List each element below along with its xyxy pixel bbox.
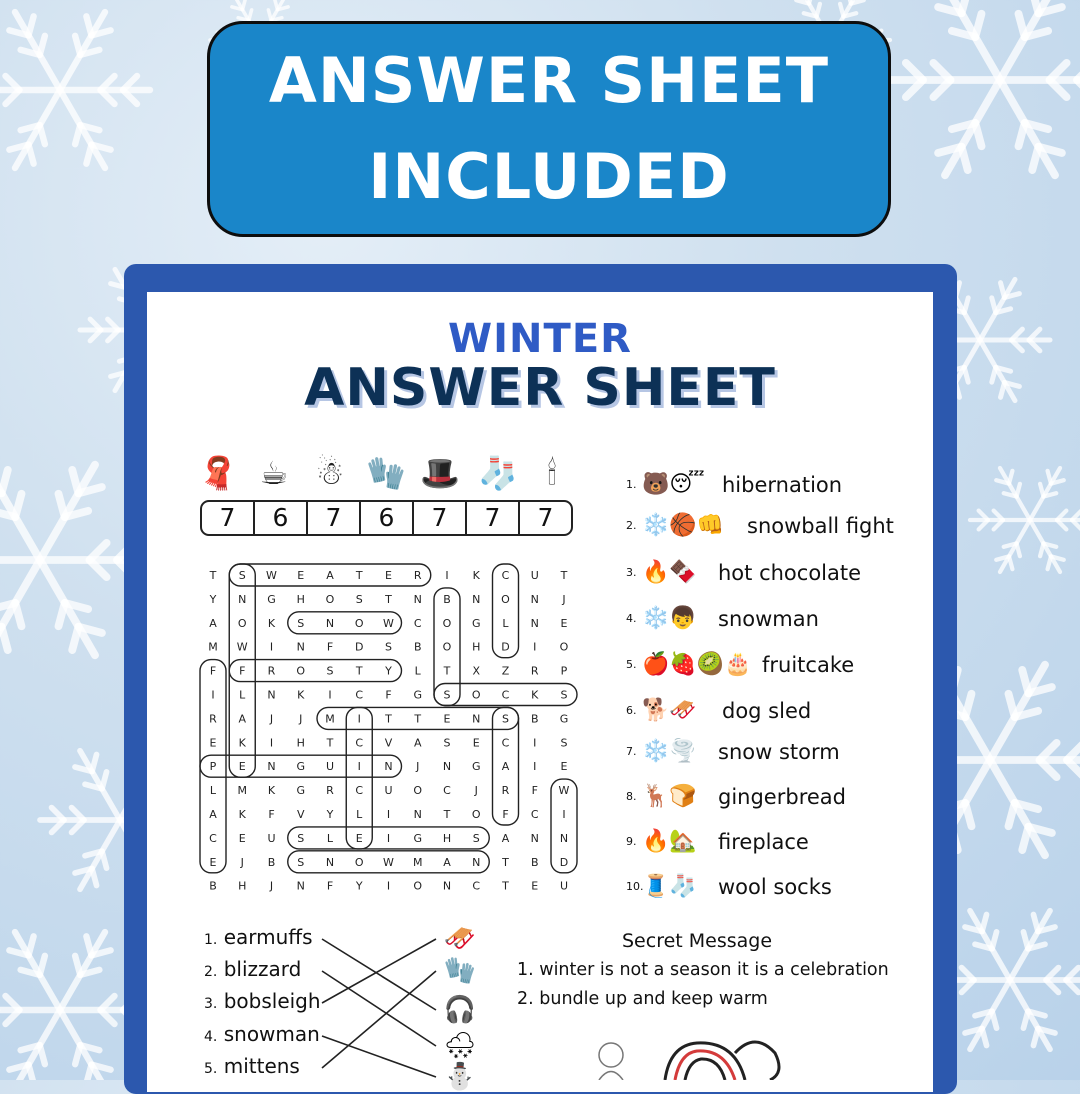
grid-letter: M — [237, 784, 247, 798]
grid-letter: N — [238, 592, 247, 606]
grid-letter: S — [443, 688, 451, 702]
grid-letter: E — [385, 569, 392, 582]
secret-message-line: 2. bundle up and keep warm — [517, 989, 768, 1009]
grid-letter: A — [501, 760, 510, 774]
emoji-clue: 7. ❄️🌪️ snow storm — [626, 739, 840, 764]
beanie-icon: 🎩 — [420, 454, 460, 492]
grid-letter: F — [326, 640, 334, 654]
grid-letter: I — [328, 688, 332, 702]
grid-letter: Z — [501, 664, 510, 678]
grid-letter: T — [502, 855, 509, 869]
emoji-clue: 2. ❄️🏀👊 snowball fight — [626, 513, 894, 538]
grid-letter: O — [413, 784, 423, 798]
grid-letter: S — [385, 640, 392, 654]
grid-letter: G — [296, 784, 306, 798]
grid-letter: N — [267, 760, 276, 774]
count-box: 7 — [537, 503, 554, 532]
sleigh-icon: 🛷 — [443, 924, 477, 954]
grid-letter: R — [326, 784, 334, 798]
grid-letter: O — [354, 616, 364, 630]
grid-letter: S — [472, 831, 480, 845]
grid-letter: H — [296, 592, 305, 606]
grid-letter: A — [326, 569, 334, 582]
grid-letter: J — [299, 712, 303, 726]
grid-letter: I — [533, 736, 537, 750]
grid-letter: C — [355, 688, 364, 702]
grid-letter: E — [355, 831, 363, 845]
grid-letter: O — [471, 808, 481, 821]
grid-letter: S — [443, 736, 451, 750]
grid-letter: A — [501, 831, 510, 845]
grid-letter: I — [562, 808, 566, 821]
grid-letter: U — [384, 784, 393, 798]
letter-count-boxes — [200, 500, 573, 536]
cocoa-mug-icon: ☕ — [259, 454, 289, 492]
count-box: 6 — [255, 502, 308, 534]
grid-letter: R — [267, 664, 276, 678]
grid-letter: K — [267, 784, 276, 798]
grid-letter: S — [297, 616, 305, 630]
grid-letter: N — [442, 879, 452, 893]
emoji-clue: 3. 🔥🍫 hot chocolate — [626, 560, 862, 585]
grid-letter: G — [559, 712, 569, 726]
grid-letter: F — [209, 664, 217, 678]
snowman-icon: ☃ — [315, 454, 345, 492]
grid-letter: C — [501, 736, 510, 750]
scarf-icon: 🧣 — [198, 454, 238, 492]
emoji-clue: 5. 🍎🍓🥝🎂 fruitcake — [626, 652, 855, 677]
grid-letter: E — [297, 569, 305, 582]
emoji-clue: 10. 🧵🧦 wool socks — [626, 874, 832, 899]
grid-letter: R — [501, 784, 510, 798]
grid-letter: T — [385, 592, 392, 606]
grid-letter: N — [325, 616, 335, 630]
grid-letter: Y — [326, 808, 334, 821]
mittens-icon: 🧤 — [366, 454, 406, 492]
grid-letter: O — [442, 616, 452, 630]
grid-letter: U — [559, 879, 569, 893]
grid-letter: I — [386, 808, 391, 821]
letter-count-icons — [196, 450, 574, 496]
grid-letter: N — [413, 592, 422, 606]
grid-letter: E — [238, 831, 246, 845]
grid-letter: L — [502, 616, 509, 630]
grid-letter: A — [209, 808, 217, 821]
grid-letter: W — [236, 640, 248, 654]
grid-letter: K — [267, 616, 276, 630]
grid-letter: B — [530, 712, 539, 726]
grid-letter: G — [413, 688, 423, 702]
grid-letter: I — [386, 831, 391, 845]
grid-letter: T — [326, 736, 334, 750]
earmuffs-icon: 🎧 — [443, 995, 477, 1025]
grid-letter: J — [474, 784, 478, 798]
matching-word: 3. bobsleigh — [204, 989, 321, 1013]
grid-letter: V — [384, 736, 393, 750]
grid-letter: N — [267, 688, 276, 702]
grid-letter: R — [209, 712, 217, 726]
grid-letter: C — [501, 569, 510, 582]
grid-letter: P — [560, 664, 568, 678]
grid-letter: A — [238, 712, 247, 726]
snowflake — [890, 0, 1080, 175]
grid-letter: O — [501, 592, 510, 606]
grid-letter: N — [325, 855, 335, 869]
candle-icon: 🕯 — [547, 454, 557, 492]
grid-letter: F — [268, 808, 275, 821]
grid-letter: K — [531, 688, 539, 702]
count-box: 6 — [361, 502, 414, 534]
grid-letter: C — [530, 808, 539, 821]
grid-letter: H — [442, 831, 452, 845]
grid-letter: T — [443, 664, 451, 678]
grid-letter: C — [472, 879, 481, 893]
grid-letter: E — [560, 760, 568, 774]
grid-letter: V — [296, 808, 305, 821]
grid-letter: K — [297, 688, 305, 702]
grid-letter: D — [355, 640, 364, 654]
grid-letter: L — [209, 784, 217, 798]
matching-word: 2. blizzard — [204, 957, 302, 981]
grid-letter: I — [269, 640, 274, 654]
grid-letter: S — [560, 688, 568, 702]
grid-letter: B — [267, 855, 276, 869]
count-box: 7 — [414, 502, 467, 534]
grid-letter: S — [502, 712, 509, 726]
stocking-icon: 🧦 — [478, 454, 518, 492]
emoji-clue: 6. 🐕🛷 dog sled — [626, 698, 812, 723]
grid-letter: J — [269, 879, 274, 893]
grid-letter: Y — [385, 664, 392, 678]
grid-letter: I — [269, 736, 274, 750]
grid-letter: N — [296, 879, 305, 893]
grid-letter: X — [472, 664, 481, 678]
grid-letter: M — [325, 712, 335, 726]
grid-letter: H — [472, 640, 481, 654]
grid-letter: W — [266, 569, 277, 582]
grid-letter: F — [326, 879, 334, 893]
grid-letter: F — [502, 808, 509, 821]
matching-word: 1. earmuffs — [204, 925, 313, 949]
grid-letter: F — [385, 688, 392, 702]
grid-letter: N — [442, 760, 452, 774]
grid-letter: N — [413, 808, 422, 821]
grid-letter: G — [267, 592, 276, 606]
grid-letter: A — [413, 736, 422, 750]
grid-letter: D — [559, 855, 569, 869]
grid-letter: W — [383, 616, 394, 630]
grid-letter: N — [296, 640, 305, 654]
grid-letter: W — [383, 855, 394, 869]
grid-letter: I — [533, 640, 537, 654]
grid-letter: I — [533, 760, 537, 774]
sheet-title-answer-sheet: ANSWER SHEET — [304, 358, 776, 418]
grid-letter: L — [239, 688, 246, 702]
grid-letter: I — [211, 688, 215, 702]
grid-letter: S — [355, 592, 363, 606]
grid-letter: R — [413, 569, 422, 582]
grid-letter: L — [356, 808, 363, 821]
grid-letter: T — [443, 808, 451, 821]
grid-letter: K — [238, 736, 246, 750]
emoji-clue: 1. 🐻😴 hibernation — [626, 472, 843, 497]
grid-letter: E — [209, 736, 217, 750]
grid-letter: E — [238, 760, 246, 774]
grid-letter: O — [471, 688, 481, 702]
grid-letter: N — [530, 616, 539, 630]
grid-letter: U — [530, 569, 539, 582]
grid-letter: S — [560, 736, 568, 750]
grid-letter: C — [501, 688, 510, 702]
grid-letter: T — [502, 879, 509, 893]
grid-letter: N — [530, 831, 539, 845]
grid-letter: S — [238, 569, 246, 582]
snowflake — [970, 468, 1080, 572]
grid-letter: I — [445, 569, 449, 582]
grid-letter: A — [443, 855, 451, 869]
grid-letter: G — [471, 616, 481, 630]
count-box: 7 — [308, 502, 361, 534]
grid-letter: C — [355, 784, 364, 798]
grid-letter: C — [443, 784, 451, 798]
grid-letter: T — [385, 712, 392, 726]
grid-letter: E — [443, 712, 451, 726]
grid-letter: T — [209, 569, 217, 582]
grid-letter: S — [326, 664, 334, 678]
grid-letter: G — [413, 831, 423, 845]
grid-letter: N — [472, 712, 481, 726]
grid-letter: D — [501, 640, 510, 654]
count-box: 7 — [202, 502, 255, 534]
grid-letter: F — [531, 784, 538, 798]
grid-letter: O — [237, 616, 247, 630]
grid-letter: B — [209, 879, 217, 893]
grid-letter: R — [530, 664, 539, 678]
banner-line-1: ANSWER SHEET — [268, 44, 830, 117]
grid-letter: Y — [355, 879, 363, 893]
grid-letter: G — [296, 760, 306, 774]
grid-letter: E — [209, 855, 217, 869]
grid-letter: J — [416, 760, 420, 774]
grid-letter: E — [472, 736, 480, 750]
grid-letter: O — [296, 664, 306, 678]
grid-letter: J — [269, 712, 274, 726]
blizzard-icon: 🌨 — [443, 1031, 477, 1061]
grid-letter: J — [240, 855, 244, 869]
grid-letter: K — [472, 569, 480, 582]
grid-letter: N — [530, 592, 539, 606]
grid-letter: O — [354, 855, 364, 869]
secret-message-line: 1. winter is not a season it is a celebration — [517, 960, 889, 980]
grid-letter: T — [560, 569, 568, 582]
grid-letter: L — [326, 831, 334, 845]
secret-message-title: Secret Message — [622, 930, 773, 952]
grid-letter: T — [355, 664, 363, 678]
banner-line-2: INCLUDED — [368, 140, 730, 213]
grid-letter: G — [471, 760, 481, 774]
grid-letter: N — [384, 760, 393, 774]
count-box: 7 — [467, 502, 520, 534]
grid-letter: U — [267, 831, 276, 845]
snowman-icon: ⛄ — [443, 1062, 477, 1092]
emoji-clue: 9. 🔥🏡 fireplace — [626, 829, 809, 854]
grid-letter: I — [357, 712, 361, 726]
grid-letter: F — [239, 664, 246, 678]
grid-letter: B — [443, 592, 451, 606]
grid-letter: B — [413, 640, 422, 654]
grid-letter: O — [559, 640, 569, 654]
snowflake — [0, 12, 150, 168]
matching-word: 4. snowman — [204, 1022, 320, 1046]
grid-letter: M — [413, 855, 423, 869]
emoji-clue: 8. 🦌🍞 gingerbread — [626, 784, 846, 809]
grid-letter: M — [208, 640, 218, 654]
grid-letter: O — [442, 640, 452, 654]
grid-letter: P — [209, 760, 217, 774]
grid-letter: O — [325, 592, 335, 606]
grid-letter: U — [325, 760, 335, 774]
grid-letter: L — [414, 664, 421, 678]
grid-letter: Y — [209, 592, 217, 606]
grid-letter: J — [562, 592, 566, 606]
grid-letter: A — [209, 616, 217, 630]
answer-sheet-banner — [207, 21, 891, 237]
grid-letter: T — [355, 569, 363, 582]
grid-letter: E — [531, 879, 539, 893]
grid-letter: I — [386, 879, 391, 893]
matching-word: 5. mittens — [204, 1054, 300, 1078]
sheet-title-winter: WINTER — [448, 316, 632, 362]
grid-letter: S — [297, 855, 305, 869]
grid-letter: N — [559, 831, 569, 845]
grid-letter: E — [560, 616, 568, 630]
grid-letter: T — [414, 712, 422, 726]
grid-letter: I — [357, 760, 361, 774]
grid-letter: H — [296, 736, 305, 750]
grid-letter: B — [530, 855, 539, 869]
grid-letter: C — [413, 616, 422, 630]
grid-letter: K — [238, 808, 246, 821]
grid-letter: N — [472, 592, 481, 606]
grid-letter: C — [209, 831, 217, 845]
mittens-icon: 🧤 — [443, 956, 477, 986]
grid-letter: N — [472, 855, 481, 869]
grid-letter: O — [413, 879, 423, 893]
grid-letter: H — [238, 879, 247, 893]
maze-doodle — [585, 1033, 785, 1080]
grid-letter: W — [558, 784, 570, 798]
grid-letter: S — [297, 831, 305, 845]
emoji-clue: 4. ❄️👦 snowman — [626, 606, 819, 631]
grid-letter: C — [355, 736, 364, 750]
